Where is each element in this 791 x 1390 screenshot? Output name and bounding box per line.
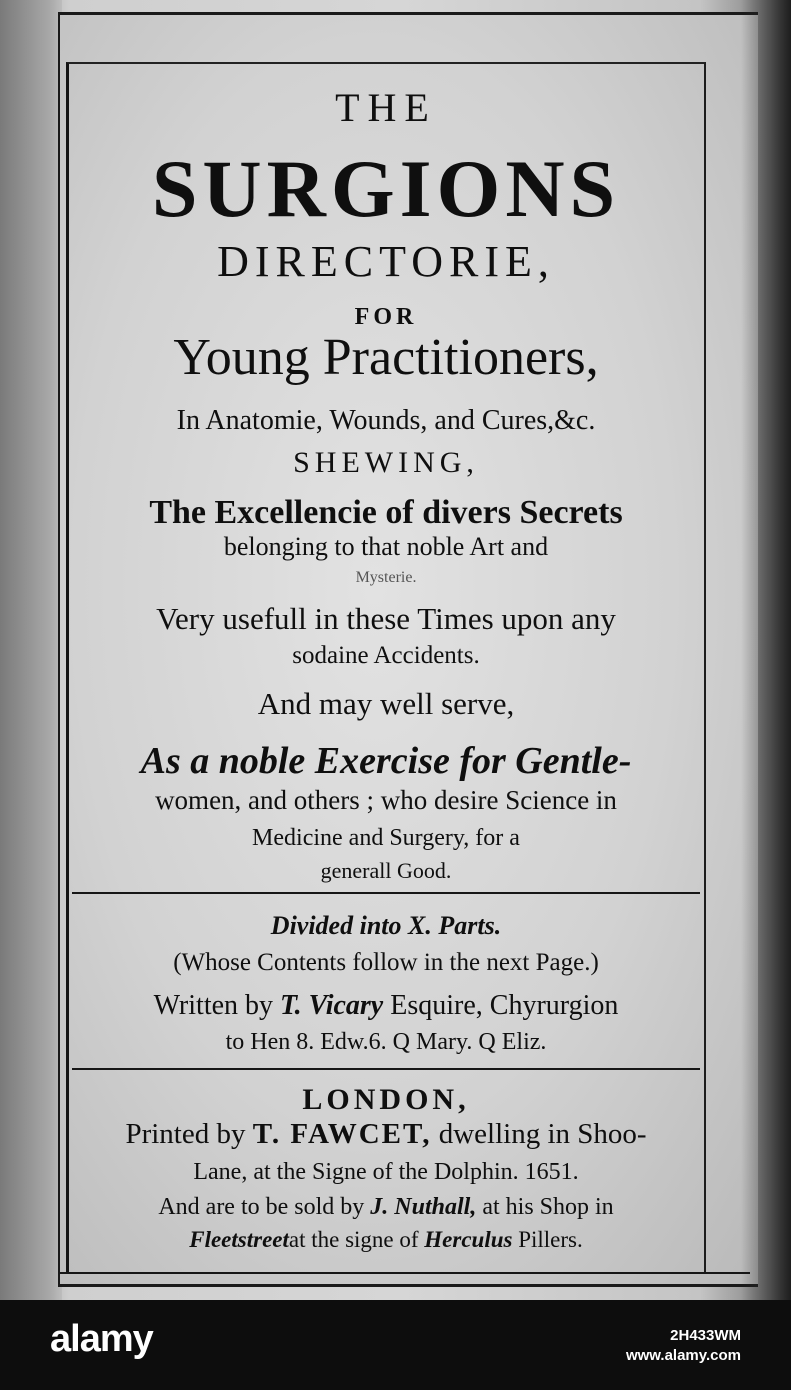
sold-prefix: And are to be sold by xyxy=(158,1194,365,1220)
line-belonging: belonging to that noble Art and xyxy=(223,532,549,561)
title-young-practitioners: Young Practitioners, xyxy=(173,329,599,386)
line-noble-exercise: As a noble Exercise for Gentle- xyxy=(140,740,632,782)
fleetstreet: Fleetstreet xyxy=(189,1227,289,1252)
line-to-monarchs: to Hen 8. Edw.6. Q Mary. Q Eliz. xyxy=(225,1029,547,1055)
line-lane: Lane, at the Signe of the Dolphin. 1651. xyxy=(193,1159,579,1185)
written-prefix: Written by xyxy=(153,990,274,1021)
author-name: T. Vicary xyxy=(280,990,384,1021)
line-medicine: Medicine and Surgery, for a xyxy=(252,825,520,851)
written-suffix: Esquire, Chyrurgion xyxy=(390,990,619,1021)
line-excellencie: The Excellencie of divers Secrets xyxy=(149,494,623,531)
fleet-end: Pillers. xyxy=(518,1227,583,1252)
line-very-usefull: Very usefull in these Times upon any xyxy=(156,601,616,636)
printed-suffix: dwelling in Shoo- xyxy=(438,1118,647,1150)
site-url: www.alamy.com xyxy=(625,1347,741,1365)
title-surgions: SURGIONS xyxy=(151,143,621,234)
fleet-mid: at the signe of xyxy=(288,1227,419,1252)
page-edge-shadow xyxy=(741,0,791,1300)
title-the: THE xyxy=(335,85,437,130)
line-sold-by xyxy=(66,1195,706,1219)
stock-id xyxy=(626,1326,741,1367)
rule-divider-2 xyxy=(72,1068,700,1070)
hercules: Herculus xyxy=(424,1227,513,1252)
line-whose-contents: (Whose Contents follow in the next Page.) xyxy=(173,949,599,976)
line-printed-by xyxy=(66,1120,706,1149)
printed-prefix: Printed by xyxy=(125,1118,246,1150)
line-london: LONDON, xyxy=(302,1083,470,1116)
printer-name: T. FAWCET, xyxy=(252,1118,432,1150)
line-written-by xyxy=(66,992,706,1020)
title-directorie: DIRECTORIE, xyxy=(217,237,555,286)
line-generall-good: generall Good. xyxy=(320,858,452,883)
line-divided: Divided into X. Parts. xyxy=(270,911,502,940)
book-spine-shadow xyxy=(0,0,62,1300)
image-id: 2H433WM xyxy=(670,1327,741,1344)
line-fleetstreet xyxy=(66,1228,706,1251)
line-mysterie: Mysterie. xyxy=(355,569,417,586)
line-anatomie: In Anatomie, Wounds, and Cures,&c. xyxy=(176,405,596,436)
sold-suffix: at his Shop in xyxy=(482,1194,614,1220)
line-women: women, and others ; who desire Science in xyxy=(155,785,617,815)
line-sodaine: sodaine Accidents. xyxy=(292,642,480,669)
line-may-serve: And may well serve, xyxy=(257,686,515,721)
alamy-logo: alamy xyxy=(50,1318,153,1360)
title-for: FOR xyxy=(354,304,418,330)
line-shewing: SHEWING, xyxy=(293,446,479,479)
rule-bottom xyxy=(60,1272,750,1274)
seller-name: J. Nuthall, xyxy=(370,1194,477,1220)
rule-divider-1 xyxy=(72,892,700,894)
